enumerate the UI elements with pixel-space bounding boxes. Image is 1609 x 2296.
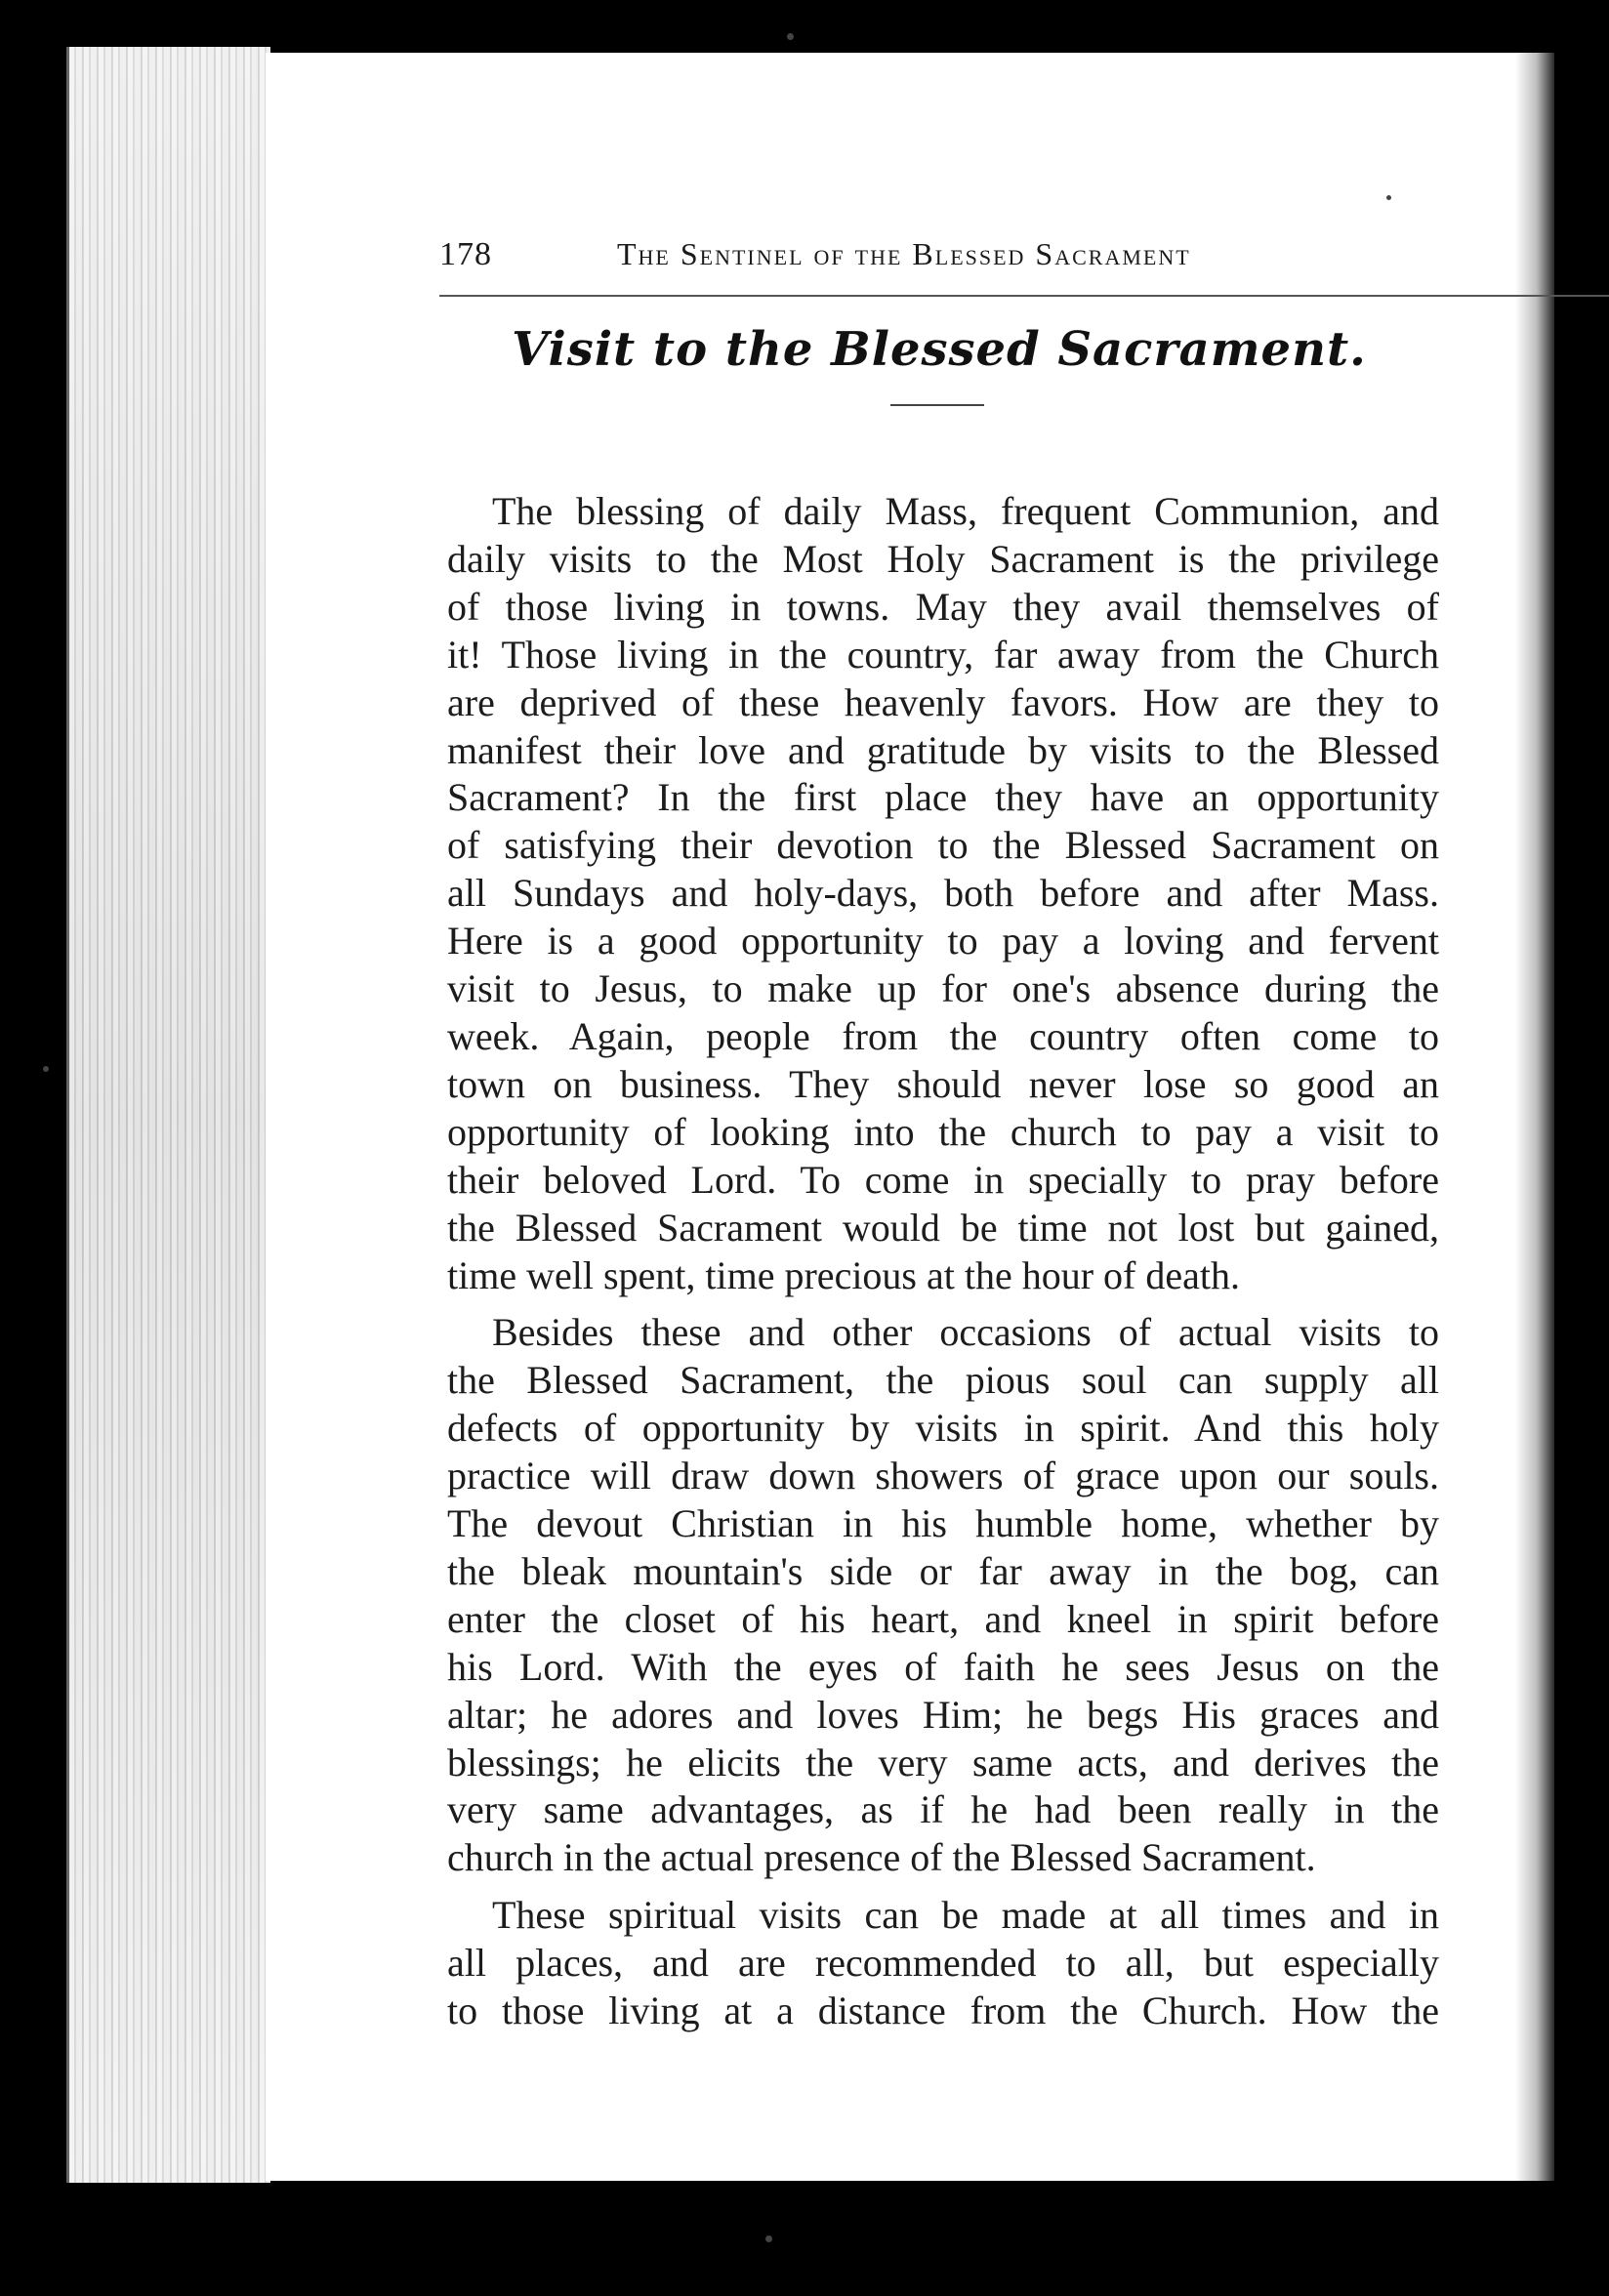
text-line: practice will draw down showers of grace upon our souls. — [447, 1454, 1439, 1498]
text-line: of those living in towns. May they avail themselves of — [447, 584, 1439, 629]
text-line: their beloved Lord. To come in specially to pray before — [447, 1157, 1439, 1202]
journal-title: The Sentinel of the Blessed Sacrament — [617, 236, 1191, 271]
text-line: it! Those living in the country, far away from the Church — [447, 632, 1439, 676]
gutter-shadow — [1515, 53, 1554, 2181]
text-line: all places, and are recommended to all, but especially — [447, 1941, 1439, 1986]
text-line: all Sundays and holy-days, both before and after Mass. — [447, 871, 1439, 916]
title-rule — [890, 404, 984, 406]
scan-speck — [787, 33, 794, 40]
text-line: These spiritual visits can be made at all times and in — [492, 1893, 1439, 1938]
text-line: the Blessed Sacrament, the pious soul can supply all — [447, 1358, 1439, 1403]
text-line: church in the actual presence of the Blessed Sacrament. — [447, 1835, 1316, 1880]
paragraph-gap — [447, 1882, 1439, 1892]
text-line: visit to Jesus, to make up for one's absence during the — [447, 966, 1439, 1011]
page-edge-stack — [66, 47, 270, 2183]
text-line: time well spent, time precious at the hour of death. — [447, 1252, 1240, 1297]
article-title: Visit to the Blessed Sacrament. — [512, 322, 1367, 377]
text-line: Sacrament? In the first place they have an opportunity — [447, 775, 1439, 820]
text-line: altar; he adores and loves Him; he begs His graces and — [447, 1692, 1439, 1737]
text-line: to those living at a distance from the Church. How the — [447, 1988, 1439, 2033]
text-line: manifest their love and gratitude by visits to the Blessed — [447, 727, 1439, 772]
text-line: the Blessed Sacrament would be time not lost but gained, — [447, 1205, 1439, 1250]
running-head — [439, 236, 1609, 297]
text-line: are deprived of these heavenly favors. How are they to — [447, 679, 1439, 724]
page-number: 178 — [439, 236, 492, 272]
text-line: The blessing of daily Mass, frequent Communion, and — [492, 489, 1439, 533]
paragraph-gap — [447, 1299, 1439, 1309]
article-body — [447, 488, 1439, 2035]
paragraph-1 — [447, 488, 1439, 1299]
paragraph-3 — [447, 1892, 1439, 2035]
scan-speck — [765, 2235, 772, 2242]
paragraph-2 — [447, 1309, 1439, 1882]
text-line: week. Again, people from the country often come to — [447, 1013, 1439, 1058]
scan-speck — [43, 1066, 49, 1072]
text-line: Here is a good opportunity to pay a loving and fervent — [447, 919, 1439, 964]
text-line: daily visits to the Most Holy Sacrament is the privilege — [447, 536, 1439, 581]
text-line: Besides these and other occasions of actual visits to — [492, 1310, 1439, 1355]
text-line: his Lord. With the eyes of faith he sees Jesus on the — [447, 1644, 1439, 1689]
text-line: town on business. They should never lose so good an — [447, 1061, 1439, 1106]
text-line: defects of opportunity by visits in spirit. And this holy — [447, 1406, 1439, 1451]
text-line: opportunity of looking into the church to pay a visit to — [447, 1109, 1439, 1154]
scan-speck — [1386, 195, 1391, 200]
text-line: the bleak mountain's side or far away in the bog, can — [447, 1548, 1439, 1593]
text-line: The devout Christian in his humble home, whether by — [447, 1501, 1439, 1546]
text-line: very same advantages, as if he had been really in the — [447, 1787, 1439, 1832]
text-line: blessings; he elicits the very same acts, and derives the — [447, 1740, 1439, 1784]
text-line: enter the closet of his heart, and kneel in spirit before — [447, 1596, 1439, 1641]
text-line: of satisfying their devotion to the Blessed Sacrament on — [447, 823, 1439, 868]
